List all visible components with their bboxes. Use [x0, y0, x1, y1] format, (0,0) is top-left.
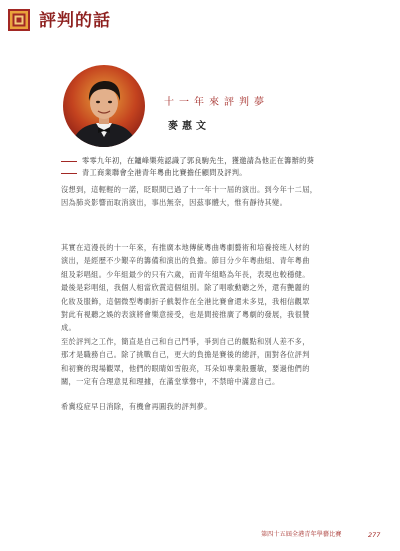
paragraph-line: 最後是彩唱組，我個人相當欣賞這個組別。除了唱歌動聽之外，還有艷麗的 [61, 283, 310, 293]
paragraph-line: 和初賽的現場觀眾，他們的眼睛如雪般亮，耳朵如專業般靈敏，要過他們的 [61, 363, 310, 373]
paragraph-line: 對此有視聽之娛的表演將會樂意接受，也是間接推廣了粵劇的發展，我很贊 [61, 310, 310, 320]
paragraph-line: 組及彩唱組。少年組最少的只有六歲，而青年組略為年長，表現也較穩健。 [61, 269, 310, 279]
paragraph-line: 因為肺炎影響而取消演出，事出無奈，因茲事體大，惟有靜待其變。 [61, 198, 288, 208]
paragraph-line: 化妝及服飾，這個微型粵劇折子戲製作在全港比賽會還未多見，我相信觀眾 [61, 296, 310, 306]
paragraph-line: 關，一定有合理意見和理據，在滿堂掌聲中，不禁暗中滿意自己。 [61, 377, 280, 387]
intro-dash-2 [61, 173, 77, 174]
paragraph-line: 那才是職務自己。除了挑戰自己，更大的負擔是賽後的總評，面對各位評判 [61, 350, 310, 360]
paragraph-line: 希冀疫症早日消除，有機會再圓我的評判夢。 [61, 402, 212, 411]
paragraph-2 [61, 241, 353, 335]
paragraph-line: 其實在這漫長的十一年來，有推廣本地傳統粵曲粵劇藝術和培養接班人材的 [61, 243, 310, 252]
footer-event-name: 第四十五屆全港青年學藝比賽 [261, 531, 342, 538]
intro-line-1: 零零九年初，在鑪峰樂苑認識了郭良駒先生，獲邀請為他正在籌辦的葵 [82, 156, 315, 165]
paragraph-line: 成。 [61, 323, 77, 333]
paragraph-line: 至於評判之工作，簡直是自己和自己鬥爭，爭到自己的觀點和別人差不多， [61, 337, 310, 346]
paragraph-1 [61, 183, 353, 210]
paragraph-line: 沒想到，這輕輕的一諾，眨眼間已過了十一年十一屆的演出。到今年十二屆， [61, 185, 318, 194]
paragraph-4 [61, 400, 353, 413]
paragraph-line: 演出，是經歷不少艱辛的籌備和演出的負擔。節目分少年粵曲組、青年粵曲 [61, 256, 310, 266]
judge-article-title: 十一年來評判夢 [164, 97, 269, 108]
judge-name: 麥惠文 [168, 121, 210, 132]
paragraph-3 [61, 335, 353, 389]
intro-line-2: 青工商業聯會全港青年粵曲比賽擔任顧問及評判。 [82, 168, 247, 177]
section-emblem-icon [8, 9, 30, 31]
section-title: 評判的話 [39, 11, 111, 31]
judge-photo [63, 65, 145, 147]
intro-dash-1 [61, 161, 77, 162]
page-number: 277 [368, 531, 381, 539]
